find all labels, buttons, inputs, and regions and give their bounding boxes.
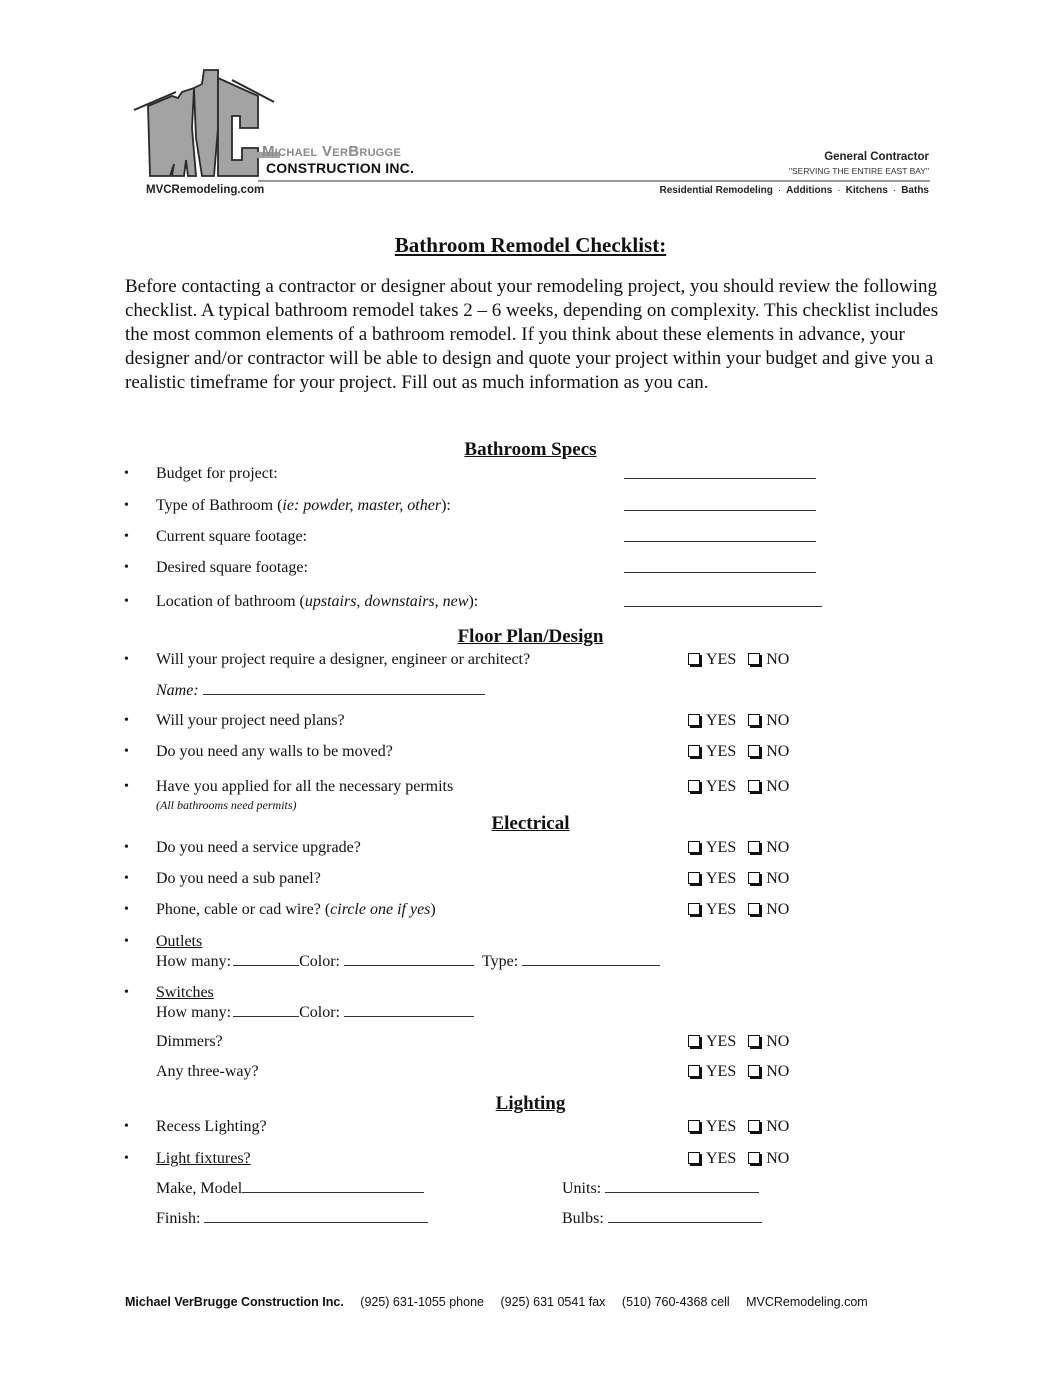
footer-contact: [125, 1295, 881, 1309]
footer-cell: (510) 760-4368 cell: [621, 1295, 730, 1309]
lighting-row-recess: [124, 1116, 844, 1138]
outlets-count-field[interactable]: [233, 951, 299, 966]
electrical-row-subpanel: [124, 868, 844, 890]
yes-no-group: YES NO: [688, 1116, 789, 1138]
permits-note: (All bathrooms need permits): [156, 798, 297, 812]
bullet: •: [124, 985, 129, 1000]
intro-paragraph: Before contacting a contractor or designer about your remodeling project, you should review the following checklist. A typical bathroom remodel takes 2 – 6 weeks, depending on complexity. This checklist includes the most common elements of a bathroom remodel. If you think about these elements in advance, your designer and/or contractor will be able to design and quote your project within your budget and give you a realistic timeframe for your project. Fill out as much information as you can.: [125, 276, 939, 393]
mvc-house-logo-icon: [132, 68, 280, 180]
yes-no-group: YES NO: [688, 899, 789, 921]
spec-row-budget: [124, 463, 844, 485]
service-item: Kitchens: [845, 185, 888, 196]
bullet: •: [124, 652, 129, 667]
no-checkbox[interactable]: [748, 745, 760, 757]
switches-three-way-row: [124, 1061, 844, 1083]
budget-field[interactable]: [624, 478, 816, 479]
yes-checkbox[interactable]: [688, 653, 700, 665]
yes-checkbox[interactable]: [688, 903, 700, 915]
switches-title: Switches: [156, 984, 214, 1001]
bullet: •: [124, 744, 129, 759]
outlets-color-field[interactable]: [344, 951, 474, 966]
spec-label: Budget for project:: [156, 465, 278, 482]
electrical-row-wiring: [124, 899, 844, 921]
location-field[interactable]: [624, 606, 822, 607]
finish-row: Finish:: [156, 1208, 428, 1228]
yes-checkbox[interactable]: [688, 714, 700, 726]
switches-row: [124, 982, 844, 1004]
spec-row-location: [124, 591, 844, 613]
designer-name-field[interactable]: [203, 680, 485, 695]
section-heading-lighting: Lighting: [495, 1093, 566, 1114]
no-checkbox[interactable]: [748, 872, 760, 884]
page-title: Bathroom Remodel Checklist:: [394, 233, 667, 257]
designer-name-row: Name:: [156, 680, 485, 700]
bulbs-row: Bulbs:: [562, 1208, 762, 1228]
no-checkbox[interactable]: [748, 1065, 760, 1077]
outlets-type-field[interactable]: [522, 951, 660, 966]
spec-row-desired-sqft: [124, 557, 844, 579]
company-suffix: CONSTRUCTION INC.: [266, 160, 415, 176]
yes-no-group: YES NO: [688, 868, 789, 890]
spec-label: Location of bathroom (upstairs, downstairs, new):: [156, 593, 479, 610]
no-checkbox[interactable]: [748, 903, 760, 915]
yes-checkbox[interactable]: [688, 745, 700, 757]
yes-no-group: YES NO: [688, 1031, 789, 1053]
bathroom-type-field[interactable]: [624, 510, 816, 511]
footer-fax: (925) 631 0541 fax: [500, 1295, 606, 1309]
no-checkbox[interactable]: [748, 1035, 760, 1047]
finish-field[interactable]: [204, 1208, 428, 1223]
bullet: •: [124, 779, 129, 794]
bullet: •: [124, 840, 129, 855]
tagline: "SERVING THE ENTIRE EAST BAY": [788, 166, 929, 176]
outlets-details: How many: Color: Type:: [156, 951, 660, 971]
question-label: Phone, cable or cad wire? (circle one if yes): [156, 901, 436, 918]
yes-no-group: YES NO: [688, 649, 789, 671]
spec-row-current-sqft: [124, 526, 844, 548]
desired-sqft-field[interactable]: [624, 572, 816, 573]
spec-row-type: [124, 495, 844, 517]
yes-checkbox[interactable]: [688, 1035, 700, 1047]
footer-phone: (925) 631-1055 phone: [360, 1295, 484, 1309]
yes-checkbox[interactable]: [688, 1152, 700, 1164]
current-sqft-field[interactable]: [624, 541, 816, 542]
services-list: Residential Remodeling · Additions · Kitchens · Baths: [659, 185, 929, 196]
question-label: Light fixtures?: [156, 1150, 251, 1167]
spec-label: Type of Bathroom (ie: powder, master, other):: [156, 497, 451, 514]
switches-color-field[interactable]: [344, 1002, 474, 1017]
no-checkbox[interactable]: [748, 841, 760, 853]
header-website-link[interactable]: MVCRemodeling.com: [146, 184, 265, 196]
question-label: Dimmers?: [156, 1033, 223, 1050]
question-label: Will your project require a designer, engineer or architect?: [156, 651, 531, 668]
question-label: Do you need any walls to be moved?: [156, 743, 393, 760]
question-label: Do you need a service upgrade?: [156, 839, 361, 856]
make-model-row: Make, Model: [156, 1178, 424, 1198]
floor-row-plans: [124, 710, 844, 732]
spec-label: Current square footage:: [156, 528, 308, 545]
outlets-title: Outlets: [156, 933, 203, 950]
company-name: Michael VerBrugge: [262, 143, 402, 160]
units-field[interactable]: [605, 1178, 759, 1193]
bullet: •: [124, 529, 129, 544]
no-checkbox[interactable]: [748, 714, 760, 726]
switches-details: How many: Color:: [156, 1002, 474, 1022]
outlets-row: [124, 931, 844, 953]
bullet: •: [124, 594, 129, 609]
no-checkbox[interactable]: [748, 780, 760, 792]
yes-no-group: YES NO: [688, 837, 789, 859]
yes-no-group: YES NO: [688, 776, 789, 798]
service-item: Baths: [901, 185, 929, 196]
yes-no-group: YES NO: [688, 1148, 789, 1170]
electrical-row-service: [124, 837, 844, 859]
service-item: Residential Remodeling: [659, 185, 773, 196]
service-item: Additions: [786, 185, 833, 196]
no-checkbox[interactable]: [748, 653, 760, 665]
yes-no-group: YES NO: [688, 1061, 789, 1083]
lighting-row-fixtures: [124, 1148, 844, 1170]
question-label: Any three-way?: [156, 1063, 259, 1080]
yes-checkbox[interactable]: [688, 1065, 700, 1077]
question-label: Will your project need plans?: [156, 712, 345, 729]
bullet: •: [124, 871, 129, 886]
footer-company: Michael VerBrugge Construction Inc.: [125, 1295, 344, 1309]
bullet: •: [124, 902, 129, 917]
switches-count-field[interactable]: [233, 1002, 299, 1017]
section-heading-floor-plan: Floor Plan/Design: [457, 626, 604, 647]
yes-checkbox[interactable]: [688, 780, 700, 792]
units-row: Units:: [562, 1178, 759, 1198]
yes-checkbox[interactable]: [688, 872, 700, 884]
section-heading-electrical: Electrical: [491, 813, 570, 834]
header-divider: [258, 180, 930, 182]
floor-row-permits: [124, 776, 844, 812]
floor-row-walls: [124, 741, 844, 763]
spec-label: Desired square footage:: [156, 559, 308, 576]
question-label: Recess Lighting?: [156, 1118, 267, 1135]
bullet: •: [124, 934, 129, 949]
bullet: •: [124, 713, 129, 728]
yes-no-group: YES NO: [688, 741, 789, 763]
no-checkbox[interactable]: [748, 1120, 760, 1132]
switches-dimmers-row: [124, 1031, 844, 1053]
contractor-role: General Contractor: [824, 151, 929, 163]
question-label: Do you need a sub panel?: [156, 870, 321, 887]
yes-no-group: YES NO: [688, 710, 789, 732]
yes-checkbox[interactable]: [688, 841, 700, 853]
yes-checkbox[interactable]: [688, 1120, 700, 1132]
footer-website-link[interactable]: MVCRemodeling.com: [746, 1295, 868, 1309]
bullet: •: [124, 560, 129, 575]
bullet: •: [124, 1151, 129, 1166]
floor-row-designer: [124, 649, 844, 671]
no-checkbox[interactable]: [748, 1152, 760, 1164]
bulbs-field[interactable]: [608, 1208, 762, 1223]
bullet: •: [124, 466, 129, 481]
question-label: Have you applied for all the necessary permits: [156, 778, 454, 795]
section-heading-specs: Bathroom Specs: [464, 439, 597, 460]
bullet: •: [124, 1119, 129, 1134]
make-model-field[interactable]: [242, 1178, 424, 1193]
bullet: •: [124, 498, 129, 513]
